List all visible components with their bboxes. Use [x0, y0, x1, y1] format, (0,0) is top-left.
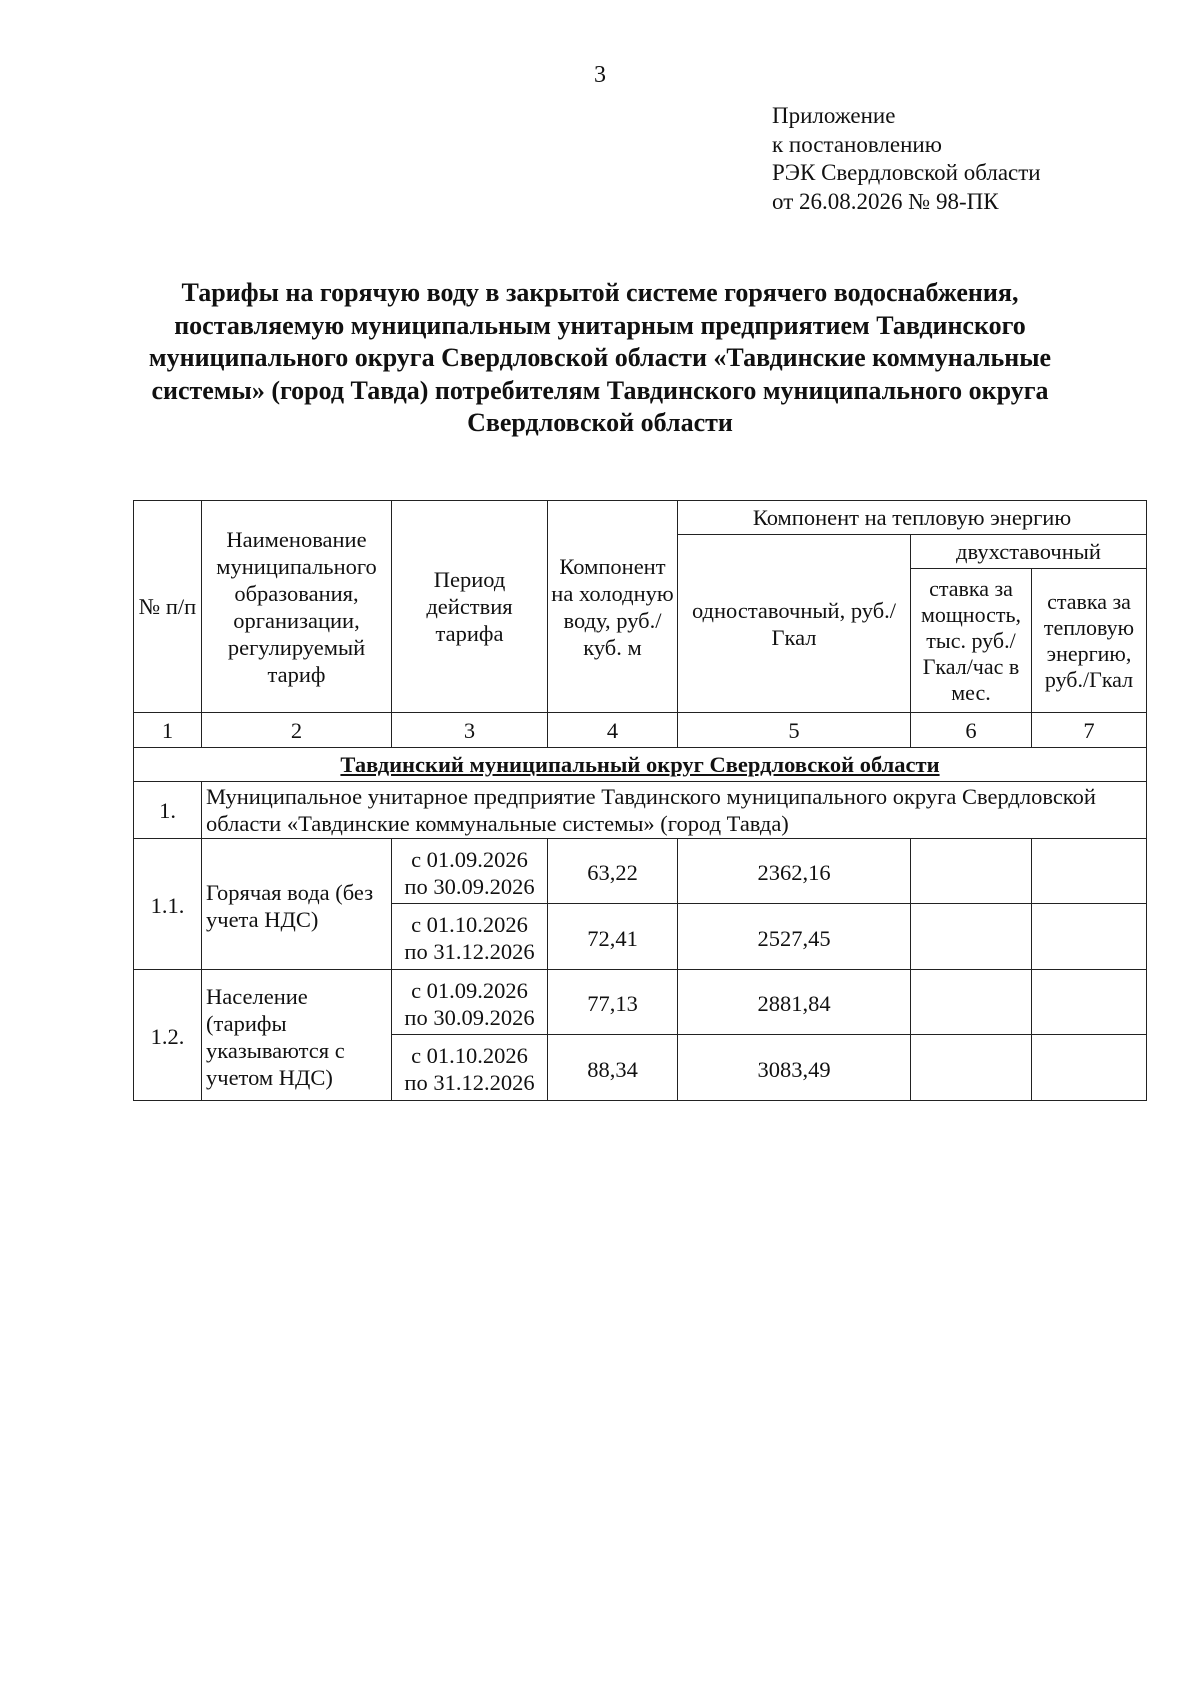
row-period	[392, 904, 548, 970]
column-number: 6	[911, 713, 1032, 748]
single-rate-value: 2527,45	[678, 904, 911, 970]
row-period	[392, 839, 548, 904]
header-energy-rate: ставка за тепловую энергию, руб./Гкал	[1032, 569, 1147, 713]
capacity-rate-value	[911, 839, 1032, 904]
cold-water-value: 77,13	[548, 970, 678, 1035]
energy-rate-value	[1032, 1035, 1147, 1101]
title-line: Тарифы на горячую воду в закрытой системе горячего водоснабжения,	[181, 278, 1019, 307]
table-row	[134, 839, 1147, 904]
header-two-rate: двухставочный	[911, 535, 1147, 569]
header-capacity-rate: ставка за мощность, тыс. руб./Гкал/час в мес.	[911, 569, 1032, 713]
header-cold-water: Компонент на холодную воду, руб./куб. м	[548, 501, 678, 713]
title-line: Свердловской области	[467, 408, 733, 437]
period-from: с 01.10.2026	[411, 912, 528, 937]
organization-num: 1.	[134, 782, 202, 839]
row-num: 1.2.	[134, 970, 202, 1101]
single-rate-value: 2881,84	[678, 970, 911, 1035]
appendix-line: от 26.08.2026 № 98-ПК	[772, 188, 999, 214]
energy-rate-value	[1032, 970, 1147, 1035]
appendix-line: РЭК Свердловской области	[772, 160, 1041, 185]
row-period	[392, 970, 548, 1035]
header-single-rate: одноставочный, руб./Гкал	[678, 535, 911, 713]
page-number: 3	[594, 62, 606, 88]
period-to: по 30.09.2026	[404, 1004, 535, 1030]
document-title	[120, 277, 1080, 440]
appendix-line: к постановлению	[772, 131, 942, 157]
column-number: 3	[392, 713, 548, 748]
period-from: с 01.10.2026	[411, 1043, 528, 1068]
column-number: 2	[202, 713, 392, 748]
row-num: 1.1.	[134, 839, 202, 970]
column-number-row	[134, 713, 1147, 748]
period-from: с 01.09.2026	[411, 846, 528, 872]
capacity-rate-value	[911, 970, 1032, 1035]
period-to: по 31.12.2026	[404, 1070, 535, 1095]
column-number: 7	[1032, 713, 1147, 748]
capacity-rate-value	[911, 1035, 1032, 1101]
section-row	[134, 748, 1147, 782]
row-name: Население (тарифы указываются с учетом НДС)	[202, 970, 392, 1101]
period-to: по 31.12.2026	[404, 939, 535, 964]
title-line: муниципального округа Свердловской области «Тавдинские коммунальные	[148, 343, 1052, 372]
row-name: Горячая вода (без учета НДС)	[202, 839, 392, 970]
period-to: по 30.09.2026	[404, 873, 535, 899]
energy-rate-value	[1032, 904, 1147, 970]
single-rate-value: 2362,16	[678, 839, 911, 904]
column-number: 4	[548, 713, 678, 748]
header-period: Период действия тарифа	[392, 501, 548, 713]
row-period	[392, 1035, 548, 1101]
cold-water-value: 63,22	[548, 839, 678, 904]
table-row	[134, 970, 1147, 1035]
organization-row	[134, 782, 1147, 839]
header-heat-component: Компонент на тепловую энергию	[678, 501, 1147, 535]
single-rate-value: 3083,49	[678, 1035, 911, 1101]
period-from: с 01.09.2026	[411, 977, 528, 1003]
appendix-line: Приложение	[772, 103, 896, 128]
header-name: Наименование муниципального образования, организации, регулируемый тариф	[202, 501, 392, 713]
energy-rate-value	[1032, 839, 1147, 904]
title-line: системы» (город Тавда) потребителям Тавдинского муниципального округа	[151, 375, 1049, 405]
cold-water-value: 72,41	[548, 904, 678, 970]
column-number: 5	[678, 713, 911, 748]
header-num: № п/п	[134, 501, 202, 713]
section-title: Тавдинский муниципальный округ Свердловской области	[134, 748, 1147, 782]
organization-name: Муниципальное унитарное предприятие Тавдинского муниципального округа Свердловской области «Тавдинские коммунальные системы» (город Тавда)	[202, 782, 1147, 839]
column-number: 1	[134, 713, 202, 748]
appendix-block	[772, 102, 1041, 216]
tariff-table	[133, 500, 1147, 1101]
title-line: поставляемую муниципальным унитарным предприятием Тавдинского	[174, 310, 1026, 340]
capacity-rate-value	[911, 904, 1032, 970]
cold-water-value: 88,34	[548, 1035, 678, 1101]
